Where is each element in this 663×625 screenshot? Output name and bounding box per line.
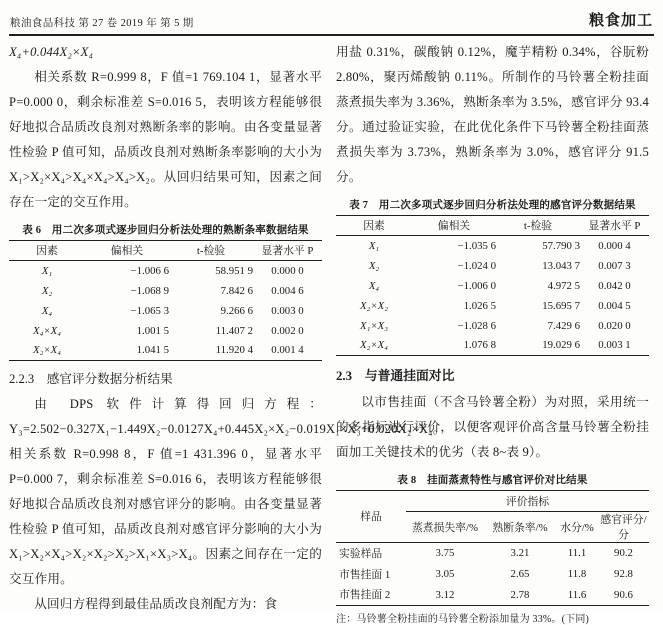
value-cell: 0.004 5: [598, 299, 631, 312]
value-cell: 11.8: [567, 568, 587, 580]
value-cell: 7.842 6: [220, 284, 253, 297]
table-row: [336, 236, 649, 256]
factor-cell: X₁×X₃: [360, 319, 388, 332]
journal-section-label: 粮食加工: [588, 12, 653, 29]
factor-cell: X₂×X₄: [33, 344, 61, 357]
paragraph-optimal-formula-start: 从回归方程得到最佳品质改良剂配方为：食: [34, 597, 278, 611]
value-cell: 13.043 7: [542, 259, 580, 272]
table6-header-partial-corr: 偏相关: [110, 245, 144, 257]
table7-header-row: [336, 216, 649, 236]
value-cell: −1.024 0: [457, 259, 496, 272]
table6-header-significance: 显著水平 P: [261, 245, 314, 257]
table-row: [9, 301, 322, 321]
value-cell: 0.007 3: [598, 259, 631, 272]
table7-caption: 表 7 用二次多项式逐步回归分析法处理的感官评分数据结果: [349, 200, 636, 211]
value-cell: −1.028 6: [457, 319, 496, 332]
value-cell: 3.05: [435, 568, 455, 580]
paragraph-formula-continuation: 用盐 0.31%，碳酸钠 0.12%，魔芋精粉 0.34%，谷朊粉 2.80%，聚丙烯酸钠 0.11%。所制作的马铃薯全粉挂面蒸煮损失率为 3.36%，熟断条率为 3.5%，感官评分 93.4 分。通过验证实验，在此优化条件下马铃薯全粉挂面蒸煮损失率为 3.73%，熟断条率为 3.0%，感官评分 91.5 分。: [336, 45, 649, 184]
table-row: [9, 341, 322, 361]
page-header: [9, 8, 654, 36]
factor-cell: X₁: [368, 239, 380, 252]
section-number: 2.3: [336, 369, 352, 383]
value-cell: 11.1: [567, 547, 587, 560]
value-cell: 0.003 1: [598, 339, 631, 352]
sample-cell: 市售挂面 2: [339, 589, 391, 602]
value-cell: −1.006 6: [130, 264, 169, 277]
table8: [336, 490, 649, 606]
section-heading-2-2-3: [9, 367, 322, 391]
table-row: [336, 276, 649, 296]
value-cell: 0.003 0: [271, 304, 304, 317]
paragraph-sensory-regression: 由 DPS 软件计算得回归方程：Y₃=2.502−0.327X₁−1.449X₂−0.0127X₄+0.445X₂×X₂−0.019X₁×X₃+0.020X₂×X₄。相关系数 R=0.998 8，F 值=1 431.396 0，显著水平 P=0.000 7，剩余标准差 S=0.016 6，表明该方程能够很好地拟合品质改良剂对感官评分的影响。由各变量显著性检验 P 值可知，品质改良剂对感官评分影响的大小为 X₁>X₂×X₄>X₂×X₂>X₂>X₁×X₃>X₄。因素之间存在一定的交互作用。: [9, 397, 446, 586]
factor-cell: X₄×X₄: [33, 324, 61, 337]
table-row: [9, 261, 322, 281]
value-cell: 11.6: [567, 588, 587, 601]
table-row: [336, 296, 649, 316]
paragraph-comparison-intro: 以市售挂面（不含马铃薯全粉）为对照，采用统一的多指标进行评价，以便客观评价高含量马铃薯全粉挂面加工关键技术的优劣（表 8~表 9）。: [336, 395, 649, 459]
section-title: 与普通挂面对比: [364, 368, 455, 383]
value-cell: 0.002 0: [271, 324, 304, 337]
section-heading-2-3: [336, 363, 649, 389]
value-cell: 11.920 4: [215, 344, 253, 357]
table8-header-cooking-loss: 蒸煮损失率/%: [412, 521, 478, 534]
value-cell: 58.951 9: [215, 264, 253, 277]
value-cell: 11.407 2: [215, 324, 253, 337]
table-row: [336, 585, 649, 606]
table-row: [9, 321, 322, 341]
equation-continuation: X₄+0.044X₂×X₄: [9, 45, 94, 59]
factor-cell: X₄: [368, 279, 380, 292]
factor-cell: X₁: [41, 264, 53, 277]
table6-header-t-test: t-检验: [196, 245, 226, 257]
right-column: [336, 40, 649, 625]
value-cell: 19.029 6: [542, 339, 580, 352]
journal-issue-info: 粮油食品科技 第 27 卷 2019 年 第 5 期: [10, 18, 194, 29]
factor-cell: X₄: [41, 304, 53, 317]
table8-header-row-1: [336, 491, 649, 512]
value-cell: −1.065 3: [130, 304, 169, 317]
table7: [336, 215, 649, 356]
value-cell: 3.75: [435, 547, 455, 560]
table8-header-indicator-group: 评价指标: [406, 491, 649, 512]
table7-header-factor: 因素: [363, 220, 385, 232]
factor-cell: X₂×X₂: [360, 299, 388, 312]
table8-caption: 表 8 挂面蒸煮特性与感官评价对比结果: [397, 475, 588, 486]
value-cell: 1.026 5: [463, 299, 496, 312]
value-cell: 0.042 0: [598, 279, 631, 292]
sample-cell: 市售挂面 1: [339, 568, 391, 581]
value-cell: 3.21: [510, 547, 530, 560]
value-cell: 90.6: [614, 588, 633, 601]
table8-note: 注：马铃薯全粉挂面的马铃薯全粉添加量为 33%。(下同): [336, 614, 590, 625]
value-cell: 1.001 5: [136, 324, 169, 337]
table8-header-moisture: 水分/%: [560, 521, 594, 534]
value-cell: 0.004 6: [271, 284, 304, 297]
factor-cell: X₂: [41, 284, 53, 297]
sample-cell: 实验样品: [339, 547, 383, 560]
section-number: 2.2.3: [9, 372, 35, 386]
table-row: [336, 336, 649, 356]
value-cell: 0.020 0: [598, 319, 631, 332]
table8-header-breakage-rate: 熟断条率/%: [492, 521, 548, 534]
value-cell: 7.429 6: [547, 319, 580, 332]
two-column-body: [9, 40, 654, 625]
value-cell: −1.068 9: [130, 284, 169, 297]
table6: [9, 240, 322, 361]
table7-header-partial-corr: 偏相关: [437, 220, 471, 232]
value-cell: 2.65: [510, 568, 530, 580]
value-cell: 0.001 4: [271, 344, 304, 357]
value-cell: 0.000 0: [271, 264, 304, 277]
value-cell: 57.790 3: [542, 239, 580, 252]
table7-header-t-test: t-检验: [523, 220, 553, 232]
value-cell: 15.695 7: [542, 299, 580, 312]
value-cell: −1.035 6: [457, 239, 496, 252]
table6-header-row: [9, 241, 322, 261]
value-cell: 1.076 8: [463, 339, 496, 352]
table8-header-sample: 样品: [360, 511, 382, 523]
table-row: [336, 564, 649, 585]
section-title: 感官评分数据分析结果: [46, 372, 173, 386]
value-cell: 9.266 6: [220, 304, 253, 317]
table6-caption: 表 6 用二次多项式逐步回归分析法处理的熟断条率数据结果: [22, 225, 309, 236]
value-cell: 3.12: [435, 588, 455, 601]
table-row: [336, 543, 649, 564]
table7-header-significance: 显著水平 P: [588, 220, 641, 232]
table-row: [336, 256, 649, 276]
factor-cell: X₂×X₄: [360, 339, 388, 352]
value-cell: 4.972 5: [547, 279, 580, 292]
value-cell: −1.006 0: [457, 279, 496, 292]
paragraph-cooked-breakage-regression: 相关系数 R=0.999 8，F 值=1 769.104 1，显著水平 P=0.000 0，剩余标准差 S=0.016 5，表明该方程能够很好地拟合品质改良剂对熟断条率的影响。由各变量显著性检验 P 值可知，品质改良剂对熟断条率影响的大小为 X₁>X₂×X₄>X₄×X₄>X₄>X₂。从回归结果可知，因素之间存在一定的交互作用。: [9, 70, 322, 209]
value-cell: 1.041 5: [136, 344, 169, 357]
table8-header-sensory-score: 感官评分/分: [600, 514, 647, 541]
factor-cell: X₂: [368, 259, 380, 272]
table-row: [9, 281, 322, 301]
value-cell: 0.000 4: [598, 239, 631, 252]
table6-header-factor: 因素: [36, 245, 58, 257]
value-cell: 2.78: [510, 588, 530, 601]
table-row: [336, 316, 649, 336]
value-cell: 92.8: [614, 568, 633, 580]
value-cell: 90.2: [614, 547, 633, 560]
